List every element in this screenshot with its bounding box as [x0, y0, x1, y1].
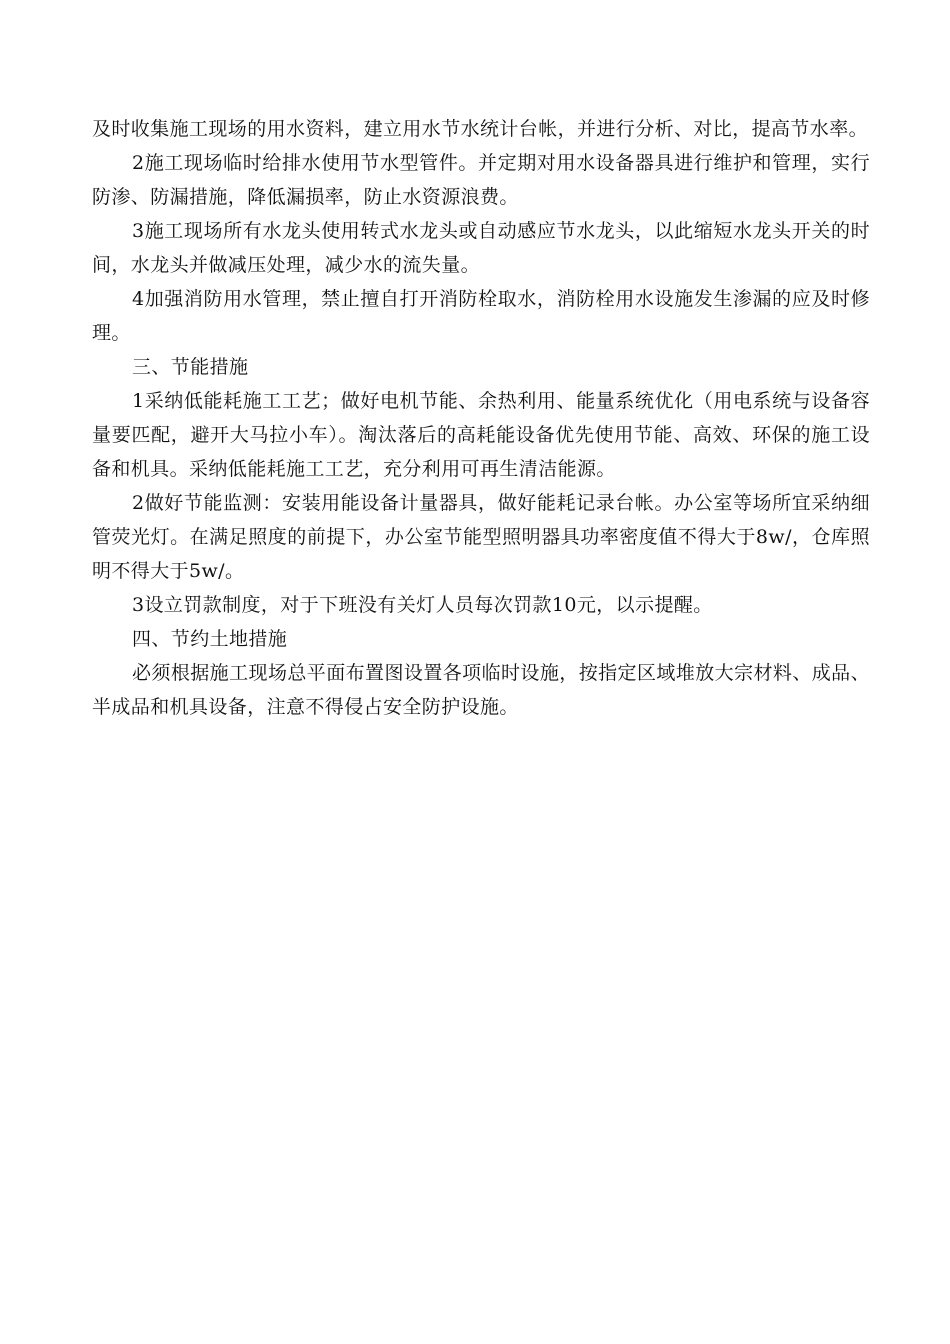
paragraph-energy-process: 1采纳低能耗施工工艺；做好电机节能、余热利用、能量系统优化（用电系统与设备容量要匹配，避开大马拉小车）。淘汰落后的高耗能设备优先使用节能、高效、环保的施工设备和机具。采纳低能耗施工工艺，充分利用可再生清洁能源。	[92, 390, 870, 480]
paragraph-water-fittings: 2施工现场临时给排水使用节水型管件。并定期对用水设备器具进行维护和管理，实行防渗、防漏措施，降低漏损率，防止水资源浪费。	[92, 152, 870, 208]
document-body	[92, 112, 870, 724]
paragraph-land-layout: 必须根据施工现场总平面布置图设置各项临时设施，按指定区域堆放大宗材料、成品、半成品和机具设备，注意不得侵占安全防护设施。	[92, 662, 870, 718]
paragraph-water-taps: 3施工现场所有水龙头使用转式水龙头或自动感应节水龙头，以此缩短水龙头开关的时间，水龙头并做减压处理，减少水的流失量。	[92, 220, 870, 276]
paragraph-water-records: 及时收集施工现场的用水资料，建立用水节水统计台帐，并进行分析、对比，提高节水率。	[92, 118, 869, 140]
paragraph-energy-monitoring: 2做好节能监测：安装用能设备计量器具，做好能耗记录台帐。办公室等场所宜采纳细管荧光灯。在满足照度的前提下，办公室节能型照明器具功率密度值不得大于8w/，仓库照明不得大于5w/。	[92, 492, 870, 582]
paragraph-penalty-system: 3设立罚款制度，对于下班没有关灯人员每次罚款10元，以示提醒。	[132, 594, 713, 616]
paragraph-fire-water: 4加强消防用水管理，禁止擅自打开消防栓取水，消防栓用水设施发生渗漏的应及时修理。	[92, 288, 870, 344]
section-heading-energy: 三、节能措施	[132, 356, 249, 378]
section-heading-land: 四、节约土地措施	[132, 628, 288, 650]
